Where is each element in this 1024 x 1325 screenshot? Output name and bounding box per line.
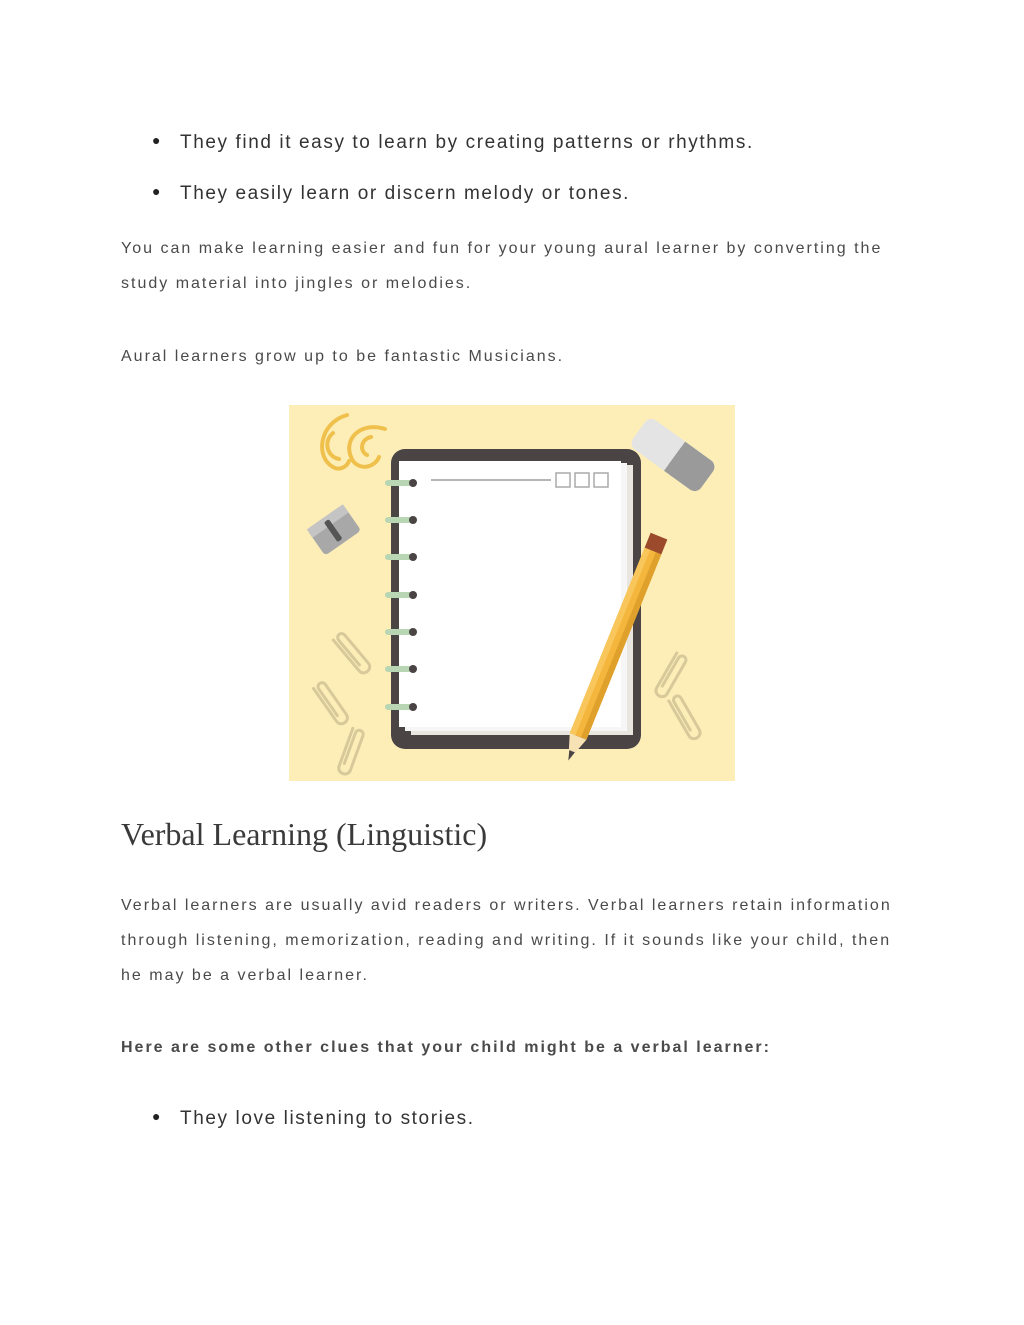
bottom-bullet-list xyxy=(150,1108,475,1130)
bullet-icon: ● xyxy=(152,183,163,199)
list-item xyxy=(150,1108,475,1130)
bullet-icon: ● xyxy=(152,1108,163,1124)
paragraph-tip: You can make learning easier and fun for your young aural learner by converting the study material into jingles or melodies. xyxy=(121,240,883,292)
list-item-text: They easily learn or discern melody or tones. xyxy=(180,183,631,204)
list-item xyxy=(150,183,754,205)
paragraph-verbal: Verbal learners are usually avid readers or writers. Verbal learners retain information through listening, memorization, reading and writing. If it sounds like your child, then he may be a verbal learner. xyxy=(121,897,892,984)
top-bullet-list xyxy=(150,132,754,205)
paragraph-musicians: Aural learners grow up to be fantastic Musicians. xyxy=(121,348,565,365)
notebook-illustration xyxy=(289,405,735,781)
clues-heading: Here are some other clues that your child might be a verbal learner: xyxy=(121,1039,771,1056)
list-item-text: They find it easy to learn by creating patterns or rhythms. xyxy=(180,132,754,153)
bullet-icon: ● xyxy=(152,132,163,148)
section-heading: Verbal Learning (Linguistic) xyxy=(121,816,488,852)
list-item-text: They love listening to stories. xyxy=(180,1108,475,1129)
list-item xyxy=(150,132,754,154)
notebook-paper xyxy=(399,461,621,727)
